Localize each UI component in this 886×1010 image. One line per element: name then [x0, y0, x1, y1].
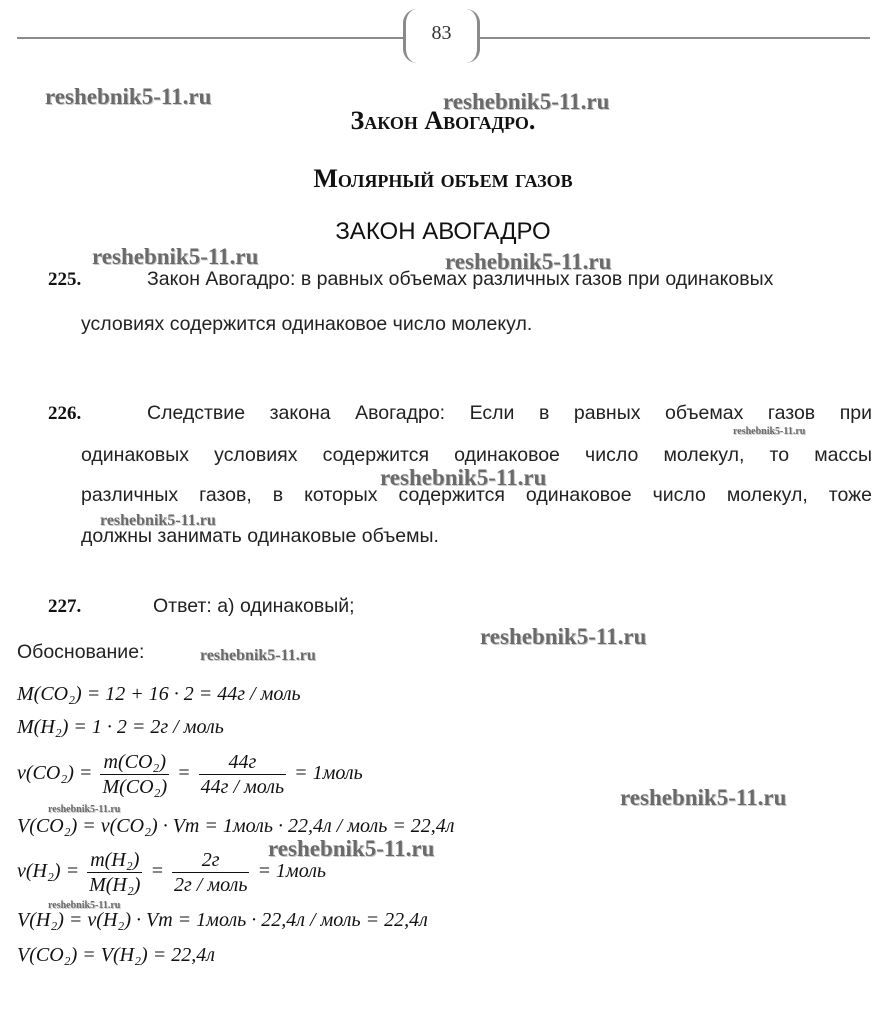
fraction-denominator: M(H₂)	[89, 874, 141, 896]
justification-label: Обоснование:	[17, 641, 145, 663]
fraction-amount-co2	[100, 750, 169, 799]
fraction-numerator: 44г	[199, 750, 286, 775]
watermark: reshebnik5-11.ru	[268, 836, 435, 861]
watermark: reshebnik5-11.ru	[45, 84, 212, 109]
problem-226-line-1: Следствие закона Авогадро: Если в равных объемах газов при	[147, 402, 872, 424]
watermark: reshebnik5-11.ru	[443, 89, 610, 114]
problem-226-line-4: должны занимать одинаковые объемы.	[81, 525, 439, 547]
problem-226-line-2: одинаковых условиях содержится одинаковое число молекул, то массы	[81, 444, 872, 466]
watermark: reshebnik5-11.ru	[48, 900, 121, 911]
fraction-amount-h2-values	[172, 848, 249, 897]
watermark: reshebnik5-11.ru	[100, 512, 216, 529]
section-subtitle: ЗАКОН АВОГАДРО	[335, 218, 551, 245]
equation-amount-co2-lhs: ν(CO₂) =	[17, 762, 93, 785]
fraction-numerator: 2г	[172, 848, 249, 873]
watermark: reshebnik5-11.ru	[445, 249, 612, 274]
problem-225-line-2: условиях содержится одинаковое число молекул.	[81, 313, 533, 335]
problem-226-line-3: различных газов, в которых содержится одинаковое число молекул, тоже	[81, 484, 872, 506]
title-line-1: Закон Авогадро.	[350, 106, 536, 135]
watermark: reshebnik5-11.ru	[48, 804, 121, 815]
equation-molar-mass-h2: M(H₂) = 1 · 2 = 2г / моль	[17, 716, 224, 738]
watermark: reshebnik5-11.ru	[733, 426, 806, 437]
fraction-denominator: 2г / моль	[173, 874, 248, 896]
equation-volumes-equal: V(CO₂) = V(H₂) = 22,4л	[17, 944, 215, 966]
equation-volume-h2: V(H₂) = ν(H₂) · Vm = 1моль · 22,4л / моль = 22,4л	[17, 909, 428, 931]
problem-227-number: 227.	[48, 596, 82, 617]
watermark: reshebnik5-11.ru	[620, 785, 787, 810]
problem-226-number: 226.	[48, 403, 82, 424]
equation-amount-co2-result: = 1моль	[294, 762, 363, 785]
problem-227-answer: Ответ: а) одинаковый;	[153, 595, 355, 617]
problem-225-number: 225.	[48, 269, 82, 290]
header-rule-left	[17, 37, 405, 39]
page-number: 83	[403, 9, 480, 63]
problem-225-line-1: Закон Авогадро: в равных объемах различных газов при одинаковых	[147, 268, 774, 290]
fraction-denominator: M(CO₂)	[102, 776, 168, 798]
equals-sign: =	[150, 860, 164, 883]
watermark: reshebnik5-11.ru	[480, 624, 647, 649]
fraction-denominator: 44г / моль	[200, 776, 285, 798]
fraction-numerator: m(CO₂)	[100, 750, 169, 775]
fraction-amount-co2-values	[199, 750, 286, 799]
equation-volume-co2: V(CO₂) = ν(CO₂) · Vm = 1моль · 22,4л / моль = 22,4л	[17, 815, 455, 837]
watermark: reshebnik5-11.ru	[92, 244, 259, 269]
watermark: reshebnik5-11.ru	[200, 647, 316, 664]
title-line-2: Молярный объем газов	[313, 164, 573, 193]
equation-amount-h2-result: = 1моль	[257, 860, 327, 883]
header-rule-right	[478, 37, 870, 39]
equation-molar-mass-co2: M(CO₂) = 12 + 16 · 2 = 44г / моль	[17, 683, 301, 705]
watermark: reshebnik5-11.ru	[380, 465, 547, 490]
equation-amount-h2-lhs: ν(H₂) =	[17, 860, 80, 883]
equation-amount-co2	[17, 750, 363, 799]
fraction-numerator: m(H₂)	[87, 848, 142, 873]
equals-sign: =	[177, 762, 191, 785]
fraction-amount-h2	[87, 848, 142, 897]
